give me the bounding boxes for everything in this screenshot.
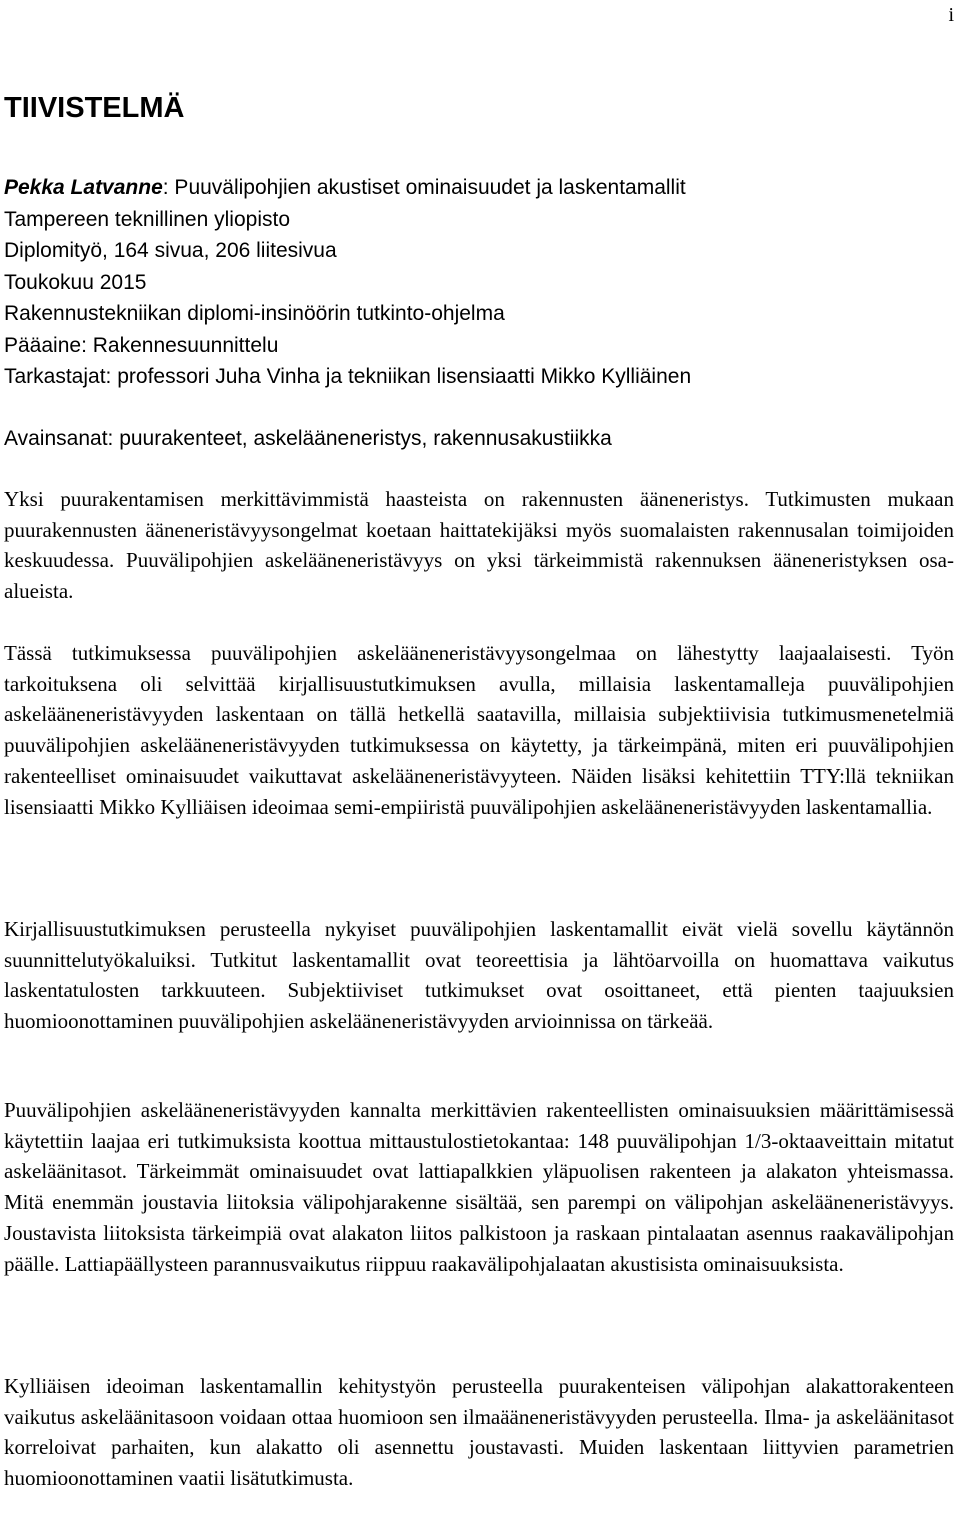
thesis-info: Diplomityö, 164 sivua, 206 liitesivua xyxy=(4,239,337,262)
university: Tampereen teknillinen yliopisto xyxy=(4,207,290,231)
abstract-paragraph-2: Tässä tutkimuksessa puuvälipohjien askelääneneristävyysongelmaa on lähestytty laajaalaisesti. Työn tarkoituksena oli selvittää kirjallisuustutkimuksen avulla, millaisia laskentamalleja puuvälipohjien askelääneneristävyyden laskentaan on tällä hetkellä saatavilla, millaisia subjektiivisia tutkimusmenetelmiä puuvälipohjien askelääneneristävyyden tutkimuksessa on käytetty, ja tärkeimpänä, miten eri puuvälipohjien rakenteelliset ominaisuudet vaikuttavat askelääneneristävyyteen. Näiden lisäksi kehitettiin TTY:llä tekniikan lisensiaatti Mikko Kylliäisen ideoimaa semi-empiiristä puuvälipohjien askelääneneristävyyden laskentamallia. xyxy=(4,641,954,819)
page-title: TIIVISTELMÄ xyxy=(4,92,185,124)
abstract-paragraph-1: Yksi puurakentamisen merkittävimmistä haasteista on rakennusten ääneneristys. Tutkimusten mukaan puurakennusten ääneneristävyysongelmat koetaan haittatekijäksi myös suomalaisten rakennusalan toimijoiden keskuudessa. Puuvälipohjien askelääneneristävyys on yksi tärkeimmistä rakennuksen ääneneristyksen osa-alueista. xyxy=(4,487,954,604)
examiners: Tarkastajat: professori Juha Vinha ja tekniikan lisensiaatti Mikko Kylliäinen xyxy=(4,365,692,388)
author-title-line xyxy=(4,172,954,204)
abstract-paragraph-4: Puuvälipohjien askelääneneristävyyden kannalta merkittävien rakenteellisten ominaisuuksien määrittämisessä käytettiin laajaa eri tutkimuksista koottua mittaustulostietokantaa: 148 puuvälipohjan 1/3-oktaaveittain mitatut askeläänitasot. Tärkeimmät ominaisuudet ovat lattiapalkkien yläpuolisen rakenteen ja alakaton yhteismassa. Mitä enemmän joustavia liitoksia välipohjarakenne sisältää, sen parempi on välipohjan askelääneneristävyys. Joustavista liitoksista tärkeimpiä ovat alakaton liitos palkistoon ja raskaan pintalaatan asennus raakavälipohjan päälle. Lattiapäällysteen parannusvaikutus riippuu raakavälipohjalaatan akustisista ominaisuuksista. xyxy=(4,1098,954,1276)
degree-programme: Rakennustekniikan diplomi-insinöörin tutkinto-ohjelma xyxy=(4,302,505,325)
major-subject: Pääaine: Rakennesuunnittelu xyxy=(4,333,279,357)
keywords: Avainsanat: puurakenteet, askelääneneristys, rakennusakustiikka xyxy=(4,427,612,450)
abstract-paragraph-5: Kylliäisen ideoiman laskentamallin kehitystyön perusteella puurakenteisen välipohjan alakattorakenteen vaikutus askeläänitasoon voidaan ottaa huomioon sen ilmaääneneristävyyden perusteella. Ilma- ja askeläänitasot korreloivat parhaiten, kun alakatto oli asennettu joustavasti. Muiden laskentaan liittyvien parametrien huomioonottaminen vaatii lisätutkimusta. xyxy=(4,1374,954,1491)
abstract-paragraph-3: Kirjallisuustutkimuksen perusteella nykyiset puuvälipohjien laskentamallit eivät vielä sovellu käytännön suunnittelutyökaluiksi. Tutkitut laskentamallit ovat teoreettisia ja lähtöarvoilla on huomattava vaikutus laskentatulosten tarkkuuteen. Subjektiiviset tutkimukset ovat osoittaneet, että pienten taajuuksien huomioonottaminen puuvälipohjien askelääneneristävyyden arvioinnissa on tärkeää. xyxy=(4,917,954,1034)
author-name: Pekka Latvanne xyxy=(4,176,163,199)
date: Toukokuu 2015 xyxy=(4,270,147,294)
thesis-title: : Puuvälipohjien akustiset ominaisuudet ja laskentamallit xyxy=(162,176,686,199)
page-number: i xyxy=(948,4,954,26)
thesis-metadata xyxy=(4,172,954,393)
